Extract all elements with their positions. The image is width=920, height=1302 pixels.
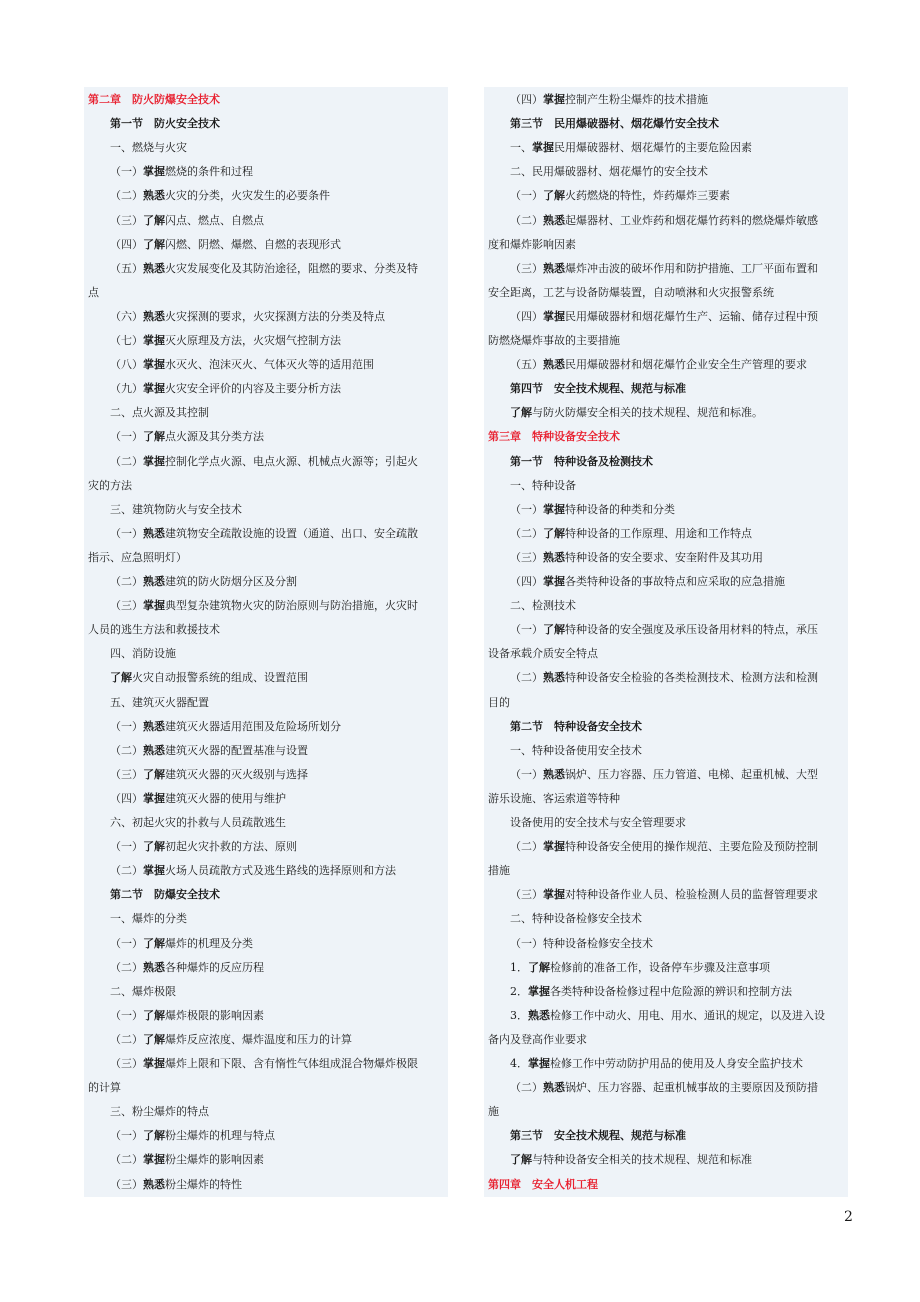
requirement-level: 掌握 [543,309,565,323]
requirement-level: 掌握 [143,1057,165,1070]
line-text: 爆炸冲击波的破坏作用和防护措施、工厂平面布置和 [565,261,818,275]
line-text: 备内及登高作业要求 [488,1032,587,1046]
item-number: （三） [110,213,143,227]
line-text: 二、爆炸极限 [110,984,176,998]
item-number: （二） [110,864,143,878]
outline-line [88,189,444,203]
requirement-level: 了解 [143,1032,165,1046]
outline-line [88,1129,444,1143]
line-text: 安全距离，工艺与设备防爆装置，自动喷淋和火灾报警系统 [488,285,774,299]
item-number: 4． [510,1057,528,1070]
outline-line [88,1081,444,1095]
outline-line [88,479,444,493]
line-text: 第三节 民用爆破器材、烟花爆竹安全技术 [510,117,719,131]
requirement-level: 掌握 [532,141,554,155]
outline-line [88,1153,444,1167]
item-number: （一） [510,623,543,637]
line-text: 特种设备的工作原理、用途和工作特点 [565,526,752,540]
line-text: 爆炸上限和下限、含有惰性气体组成混合物爆炸极限 [165,1057,418,1070]
line-text: 火药燃烧的特性，炸药爆炸三要素 [565,189,730,203]
section-heading [488,455,844,469]
outline-line [88,503,444,517]
line-text: 灭火原理及方法，火灾烟气控制方法 [165,334,341,347]
outline-line [88,696,444,710]
outline-line [488,551,844,565]
line-text: 特种设备的安全强度及承压设备用材料的特点，承压 [565,623,818,637]
section-heading [488,720,844,734]
item-number: （三） [110,599,143,613]
line-text: 粉尘爆炸的影响因素 [165,1153,264,1167]
outline-line [88,816,444,830]
outline-line [88,1009,444,1023]
requirement-level: 掌握 [143,358,165,372]
line-text: 四、消防设施 [110,647,176,661]
line-text: 建筑灭火器适用范围及危险场所划分 [165,719,341,733]
outline-line [488,1009,844,1023]
item-number: （七） [110,334,143,347]
line-text: 第四节 安全技术规程、规范与标准 [510,382,686,396]
line-text: 与防火防爆安全相关的技术规程、规范和标准。 [532,406,763,420]
outline-line [488,1105,844,1119]
item-number: （二） [110,1032,143,1046]
outline-line [88,647,444,661]
item-number: （六） [110,309,143,323]
outline-line [88,623,444,637]
outline-line [488,768,844,782]
line-text: 锅炉、压力容器、压力管道、电梯、起重机械、大型 [565,767,818,781]
outline-line [88,961,444,975]
item-number: （三） [110,767,143,781]
line-text: 第三章 特种设备安全技术 [488,430,620,444]
requirement-level: 了解 [543,189,565,203]
item-number: （一） [110,840,143,854]
requirement-level: 了解 [143,430,165,444]
item-number: （二） [510,1081,543,1095]
requirement-level: 了解 [528,960,550,974]
line-text: （一）特种设备检修安全技术 [510,936,653,950]
outline-line [88,864,444,878]
outline-line [88,671,444,685]
outline-line [88,334,444,348]
requirement-level: 掌握 [143,599,165,613]
line-text: 二、特种设备检修安全技术 [510,912,642,926]
line-text: 建筑灭火器的配置基准与设置 [165,743,308,757]
requirement-level: 掌握 [143,165,165,179]
line-text: 民用爆破器材和烟花爆竹企业安全生产管理的要求 [565,358,807,372]
requirement-level: 了解 [143,1008,165,1022]
item-number: （四） [510,93,543,106]
outline-line [88,430,444,444]
outline-line [88,214,444,228]
outline-line [88,455,444,469]
line-text: 火灾安全评价的内容及主要分析方法 [165,382,341,396]
item-number: 3． [510,1008,528,1022]
requirement-level: 掌握 [543,502,565,516]
line-text: 措施 [488,864,510,878]
outline-line [88,768,444,782]
line-text: 闪燃、阴燃、爆燃、自燃的表现形式 [165,237,341,251]
outline-line [488,214,844,228]
item-number: （四） [110,237,143,251]
item-number: （一） [510,502,543,516]
requirement-level: 了解 [143,840,165,854]
requirement-level: 了解 [510,1153,532,1167]
requirement-level: 掌握 [543,888,565,902]
requirement-level: 了解 [143,237,165,251]
line-text: 锅炉、压力容器、起重机械事故的主要原因及预防措 [565,1081,818,1095]
outline-line [488,165,844,179]
item-number: （一） [110,1129,143,1143]
chapter-heading [488,1178,844,1192]
line-text: 特种设备安全检验的各类检测技术、检测方法和检测 [565,671,818,685]
requirement-level: 掌握 [143,864,165,878]
item-number: （二） [510,671,543,685]
outline-line [88,792,444,806]
requirement-level: 掌握 [143,791,165,805]
item-number: （三） [510,261,543,275]
line-text: 点火源及其分类方法 [165,430,264,444]
outline-line [88,406,444,420]
line-text: 火场人员疏散方式及逃生路线的选择原则和方法 [165,864,396,878]
requirement-level: 掌握 [528,984,550,998]
outline-line [88,262,444,276]
requirement-level: 熟悉 [143,309,165,323]
outline-line [88,1057,444,1071]
item-number: （九） [110,382,143,396]
outline-line [488,503,844,517]
outline-line [488,310,844,324]
line-text: 一、特种设备使用安全技术 [510,743,642,757]
line-text: 一、爆炸的分类 [110,912,187,926]
line-text: 灾的方法 [88,478,132,492]
line-text: 建筑灭火器的使用与维护 [165,791,286,805]
outline-line [488,575,844,589]
requirement-level: 了解 [143,767,165,781]
outline-line [88,286,444,300]
outline-line [488,696,844,710]
requirement-level: 了解 [110,671,132,685]
line-text: 民用爆破器材、烟花爆竹的主要危险因素 [554,141,752,155]
outline-line [488,937,844,951]
outline-line [488,334,844,348]
item-number: （二） [510,840,543,854]
line-text: 各类特种设备的事故特点和应采取的应急措施 [565,575,785,588]
requirement-level: 熟悉 [543,1081,565,1095]
line-text: 民用爆破器材和烟花爆竹生产、运输、储存过程中预 [565,309,818,323]
item-number: （八） [110,358,143,372]
section-heading [488,382,844,396]
item-number: （三） [510,550,543,564]
line-text: 第一节 防火安全技术 [110,117,220,131]
outline-line [488,286,844,300]
line-text: 火灾自动报警系统的组成、设置范围 [132,671,308,685]
line-text: 火灾探测的要求，火灾探测方法的分类及特点 [165,309,385,323]
outline-line [88,744,444,758]
requirement-level: 熟悉 [543,671,565,685]
outline-line [88,382,444,396]
item-number: （四） [510,309,543,323]
line-text: 检修工作中劳动防护用品的使用及人身安全监护技术 [550,1057,803,1070]
line-text: 爆炸反应浓度、爆炸温度和压力的计算 [165,1032,352,1046]
line-text: 火灾的分类，火灾发生的必要条件 [165,189,330,203]
outline-line [488,744,844,758]
requirement-level: 熟悉 [143,261,165,275]
outline-line [88,527,444,541]
outline-line [488,671,844,685]
line-text: 施 [488,1105,499,1119]
line-text: 防燃烧爆炸事故的主要措施 [488,334,620,347]
line-text: 检修工作中动火、用电、用水、通讯的规定，以及进入设 [550,1008,825,1022]
outline-line [488,93,844,107]
requirement-level: 掌握 [143,334,165,347]
outline-line [88,840,444,854]
outline-line [488,888,844,902]
outline-line [488,623,844,637]
line-text: 起爆器材、工业炸药和烟花爆竹药料的燃烧爆炸敏感 [565,213,818,227]
line-text: 指示、应急照明灯） [88,550,187,564]
outline-line [488,1033,844,1047]
item-number: （二） [110,743,143,757]
requirement-level: 熟悉 [543,358,565,372]
item-number: （一） [110,165,143,179]
page-number: 2 [844,1209,853,1225]
line-text: 粉尘爆炸的特性 [165,1177,242,1191]
requirement-level: 了解 [543,526,565,540]
requirement-level: 熟悉 [143,719,165,733]
outline-line [88,551,444,565]
requirement-level: 掌握 [528,1057,550,1070]
outline-line [88,358,444,372]
line-text: 特种设备的安全要求、安奎附件及其功用 [565,550,763,564]
item-number: （四） [510,575,543,588]
line-text: 第二节 特种设备安全技术 [510,719,642,733]
line-text: 三、粉尘爆炸的特点 [110,1105,209,1119]
section-heading [88,117,444,131]
outline-line [488,985,844,999]
outline-line [488,1081,844,1095]
line-text: 二、检测技术 [510,599,576,613]
line-text: 与特种设备安全相关的技术规程、规范和标准 [532,1153,752,1167]
outline-line [488,912,844,926]
outline-line [488,792,844,806]
outline-line [488,647,844,661]
line-text: 建筑的防火防烟分区及分割 [165,575,297,588]
line-text: 设备承载介质安全特点 [488,647,598,661]
line-text: 二、民用爆破器材、烟花爆竹的安全技术 [510,165,708,179]
item-number: （二） [510,526,543,540]
requirement-level: 熟悉 [543,261,565,275]
outline-line [488,1153,844,1167]
item-number: （二） [110,960,143,974]
outline-line [488,599,844,613]
requirement-level: 了解 [143,936,165,950]
outline-line [88,575,444,589]
requirement-level: 掌握 [143,454,165,468]
line-text: 第三节 安全技术规程、规范与标准 [510,1129,686,1143]
outline-line [488,141,844,155]
item-number: （二） [110,454,143,468]
item-number: （二） [110,575,143,588]
outline-line [88,165,444,179]
item-number: （一） [110,936,143,950]
outline-line [488,238,844,252]
outline-line [488,262,844,276]
item-number: 2． [510,984,528,998]
line-text: 一、特种设备 [510,478,576,492]
outline-line [88,912,444,926]
outline-line [488,527,844,541]
right-column [484,87,848,1197]
line-text: 第二节 防爆安全技术 [110,888,220,902]
line-text: 典型复杂建筑物火灾的防治原则与防治措施，火灾时 [165,599,418,613]
chapter-heading [488,430,844,444]
requirement-level: 熟悉 [543,767,565,781]
outline-line [88,720,444,734]
section-heading [488,117,844,131]
outline-line [88,141,444,155]
outline-line [88,1105,444,1119]
requirement-level: 熟悉 [143,526,165,540]
requirement-level: 了解 [143,1129,165,1143]
item-number: （一） [110,719,143,733]
item-number: （二） [110,1153,143,1167]
line-text: 控制化学点火源、电点火源、机械点火源等；引起火 [165,454,418,468]
section-heading [88,888,444,902]
outline-line [488,816,844,830]
requirement-level: 熟悉 [143,1177,165,1191]
line-text: 第四章 安全人机工程 [488,1177,598,1191]
requirement-level: 熟悉 [543,213,565,227]
outline-line [88,985,444,999]
requirement-level: 掌握 [543,840,565,854]
line-text: 目的 [488,695,510,709]
line-text: 爆炸极限的影响因素 [165,1008,264,1022]
item-number: （一） [110,526,143,540]
line-text: 第一节 特种设备及检测技术 [510,454,653,468]
line-text: 特种设备的种类和分类 [565,502,675,516]
item-number: （一） [510,767,543,781]
line-text: 的计算 [88,1081,121,1095]
line-text: 初起火灾扑救的方法、原则 [165,840,297,854]
requirement-level: 了解 [143,213,165,227]
outline-line [88,310,444,324]
requirement-level: 掌握 [543,575,565,588]
item-number: （二） [110,189,143,203]
line-text: 闪点、燃点、自燃点 [165,213,264,227]
item-number: （四） [110,791,143,805]
requirement-level: 熟悉 [528,1008,550,1022]
line-text: 度和爆炸影响因素 [488,237,576,251]
line-text: 特种设备安全使用的操作规范、主要危险及预防控制 [565,840,818,854]
requirement-level: 了解 [510,406,532,420]
item-number: （五） [110,261,143,275]
chapter-heading [88,93,444,107]
outline-line [488,1057,844,1071]
line-text: 设备使用的安全技术与安全管理要求 [510,816,686,829]
line-text: 对特种设备作业人员、检验检测人员的监督管理要求 [565,888,818,902]
item-number: 1． [510,960,528,974]
requirement-level: 了解 [543,623,565,637]
item-number: （一） [110,430,143,444]
requirement-level: 熟悉 [143,960,165,974]
left-column [84,87,448,1197]
line-text: 检修前的准备工作，设备停车步骤及注意事项 [550,960,770,974]
line-text: 六、初起火灾的扑救与人员疏散逃生 [110,816,286,829]
requirement-level: 掌握 [543,93,565,106]
line-text: 一、燃烧与火灾 [110,141,187,155]
line-text: 点 [88,285,99,299]
line-text: 第二章 防火防爆安全技术 [88,93,220,106]
line-text: 火灾发展变化及其防治途径，阻燃的要求、分类及特 [165,261,418,275]
item-number: （一） [510,189,543,203]
outline-line [488,961,844,975]
item-number: （一） [110,1008,143,1022]
line-text: 燃烧的条件和过程 [165,165,253,179]
line-text: 建筑灭火器的灭火级别与选择 [165,767,308,781]
line-text: 建筑物安全疏散设施的设置（通道、出口、安全疏散 [165,526,418,540]
line-text: 游乐设施、客运索道等特种 [488,791,620,805]
outline-line [88,238,444,252]
requirement-level: 熟悉 [543,550,565,564]
requirement-level: 熟悉 [143,189,165,203]
outline-line [488,840,844,854]
outline-line [488,864,844,878]
line-text: 三、建筑物防火与安全技术 [110,502,242,516]
line-text: 二、点火源及其控制 [110,406,209,420]
line-text: 控制产生粉尘爆炸的技术措施 [565,93,708,106]
requirement-level: 熟悉 [143,575,165,588]
item-number: 一、 [510,141,532,155]
line-text: 粉尘爆炸的机理与特点 [165,1129,275,1143]
line-text: 爆炸的机理及分类 [165,936,253,950]
item-number: （三） [110,1057,143,1070]
line-text: 各类特种设备检修过程中危险源的辨识和控制方法 [550,984,792,998]
outline-line [88,937,444,951]
outline-line [488,358,844,372]
item-number: （二） [510,213,543,227]
requirement-level: 熟悉 [143,743,165,757]
line-text: 人员的逃生方法和救援技术 [88,623,220,637]
requirement-level: 掌握 [143,1153,165,1167]
outline-line [88,599,444,613]
outline-line [88,1033,444,1047]
item-number: （五） [510,358,543,372]
outline-line [488,189,844,203]
outline-line [488,406,844,420]
outline-line [488,479,844,493]
outline-line [88,1178,444,1192]
requirement-level: 掌握 [143,382,165,396]
line-text: 各种爆炸的反应历程 [165,960,264,974]
line-text: 五、建筑灭火器配置 [110,695,209,709]
item-number: （三） [510,888,543,902]
line-text: 水灭火、泡沫灭火、气体灭火等的适用范围 [165,358,374,372]
section-heading [488,1129,844,1143]
item-number: （三） [110,1177,143,1191]
